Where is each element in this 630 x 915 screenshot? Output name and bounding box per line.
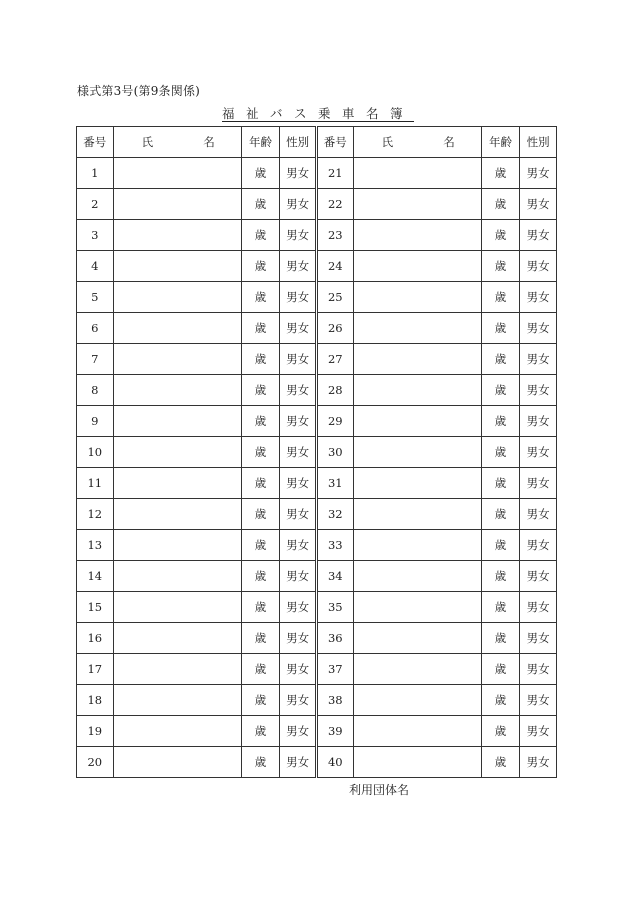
header-sex-left: 性別 bbox=[280, 127, 317, 158]
row-number-right: 22 bbox=[316, 189, 353, 220]
table-row bbox=[77, 344, 557, 375]
table-row bbox=[77, 437, 557, 468]
sex-cell-left[interactable]: 男女 bbox=[280, 623, 317, 654]
age-cell-right[interactable]: 歳 bbox=[481, 530, 520, 561]
row-number-left: 1 bbox=[77, 158, 114, 189]
row-number-right: 33 bbox=[316, 530, 353, 561]
age-cell-left[interactable]: 歳 bbox=[241, 654, 280, 685]
age-cell-left[interactable]: 歳 bbox=[241, 189, 280, 220]
row-number-left: 5 bbox=[77, 282, 114, 313]
sex-cell-left[interactable]: 男女 bbox=[280, 654, 317, 685]
table-row bbox=[77, 592, 557, 623]
row-number-left: 4 bbox=[77, 251, 114, 282]
sex-cell-right[interactable]: 男女 bbox=[520, 158, 557, 189]
age-cell-left[interactable]: 歳 bbox=[241, 530, 280, 561]
header-name-given: 名 bbox=[203, 135, 215, 149]
row-number-right: 32 bbox=[316, 499, 353, 530]
name-cell-right[interactable] bbox=[353, 158, 481, 189]
row-number-left: 15 bbox=[77, 592, 114, 623]
age-cell-right[interactable]: 歳 bbox=[481, 654, 520, 685]
sex-cell-left[interactable]: 男女 bbox=[280, 220, 317, 251]
name-cell-left[interactable] bbox=[113, 685, 241, 716]
sex-cell-right[interactable]: 男女 bbox=[520, 592, 557, 623]
name-cell-right[interactable] bbox=[353, 189, 481, 220]
sex-cell-left[interactable]: 男女 bbox=[280, 437, 317, 468]
sex-cell-left[interactable]: 男女 bbox=[280, 313, 317, 344]
sex-cell-right[interactable]: 男女 bbox=[520, 468, 557, 499]
name-cell-left[interactable] bbox=[113, 344, 241, 375]
age-cell-right[interactable]: 歳 bbox=[481, 747, 520, 778]
sex-cell-right[interactable]: 男女 bbox=[520, 716, 557, 747]
table-row bbox=[77, 251, 557, 282]
age-cell-right[interactable]: 歳 bbox=[481, 437, 520, 468]
row-number-right: 21 bbox=[316, 158, 353, 189]
name-cell-left[interactable] bbox=[113, 468, 241, 499]
name-cell-left[interactable] bbox=[113, 654, 241, 685]
table-row bbox=[77, 530, 557, 561]
sex-cell-right[interactable]: 男女 bbox=[520, 220, 557, 251]
age-cell-right[interactable]: 歳 bbox=[481, 468, 520, 499]
row-number-right: 40 bbox=[316, 747, 353, 778]
sex-cell-left[interactable]: 男女 bbox=[280, 158, 317, 189]
row-number-right: 29 bbox=[316, 406, 353, 437]
table-row bbox=[77, 623, 557, 654]
header-number-right: 番号 bbox=[316, 127, 353, 158]
name-cell-left[interactable] bbox=[113, 530, 241, 561]
table-row bbox=[77, 654, 557, 685]
header-sex-right: 性別 bbox=[520, 127, 557, 158]
table-row bbox=[77, 313, 557, 344]
sex-cell-left[interactable]: 男女 bbox=[280, 685, 317, 716]
row-number-left: 6 bbox=[77, 313, 114, 344]
name-cell-right[interactable] bbox=[353, 499, 481, 530]
sex-cell-right[interactable]: 男女 bbox=[520, 437, 557, 468]
row-number-right: 31 bbox=[316, 468, 353, 499]
age-cell-left[interactable]: 歳 bbox=[241, 747, 280, 778]
row-number-right: 34 bbox=[316, 561, 353, 592]
sex-cell-left[interactable]: 男女 bbox=[280, 344, 317, 375]
header-name-surname: 氏 bbox=[141, 135, 154, 149]
header-number-left: 番号 bbox=[77, 127, 114, 158]
age-cell-left[interactable]: 歳 bbox=[241, 406, 280, 437]
age-cell-right[interactable]: 歳 bbox=[481, 189, 520, 220]
row-number-left: 13 bbox=[77, 530, 114, 561]
sex-cell-left[interactable]: 男女 bbox=[280, 251, 317, 282]
name-cell-left[interactable] bbox=[113, 716, 241, 747]
table-row bbox=[77, 189, 557, 220]
sex-cell-left[interactable]: 男女 bbox=[280, 747, 317, 778]
header-name-surname: 氏 bbox=[381, 135, 394, 149]
name-cell-right[interactable] bbox=[353, 592, 481, 623]
age-cell-left[interactable]: 歳 bbox=[241, 623, 280, 654]
name-cell-left[interactable] bbox=[113, 282, 241, 313]
name-cell-right[interactable] bbox=[353, 654, 481, 685]
age-cell-left[interactable]: 歳 bbox=[241, 251, 280, 282]
age-cell-right[interactable]: 歳 bbox=[481, 623, 520, 654]
age-cell-right[interactable]: 歳 bbox=[481, 251, 520, 282]
name-cell-left[interactable] bbox=[113, 499, 241, 530]
table-row bbox=[77, 561, 557, 592]
age-cell-right[interactable]: 歳 bbox=[481, 685, 520, 716]
table-row bbox=[77, 220, 557, 251]
age-cell-right[interactable]: 歳 bbox=[481, 282, 520, 313]
name-cell-right[interactable] bbox=[353, 437, 481, 468]
age-cell-right[interactable]: 歳 bbox=[481, 406, 520, 437]
age-cell-right[interactable]: 歳 bbox=[481, 561, 520, 592]
header-age-right: 年齢 bbox=[481, 127, 520, 158]
sex-cell-right[interactable]: 男女 bbox=[520, 654, 557, 685]
name-cell-right[interactable] bbox=[353, 468, 481, 499]
age-cell-left[interactable]: 歳 bbox=[241, 313, 280, 344]
name-cell-right[interactable] bbox=[353, 716, 481, 747]
table-row bbox=[77, 158, 557, 189]
row-number-left: 17 bbox=[77, 654, 114, 685]
sex-cell-right[interactable]: 男女 bbox=[520, 313, 557, 344]
sex-cell-left[interactable]: 男女 bbox=[280, 499, 317, 530]
sex-cell-left[interactable]: 男女 bbox=[280, 189, 317, 220]
age-cell-right[interactable]: 歳 bbox=[481, 375, 520, 406]
row-number-left: 19 bbox=[77, 716, 114, 747]
name-cell-right[interactable] bbox=[353, 623, 481, 654]
age-cell-left[interactable]: 歳 bbox=[241, 437, 280, 468]
table-row bbox=[77, 282, 557, 313]
name-cell-left[interactable] bbox=[113, 189, 241, 220]
sex-cell-right[interactable]: 男女 bbox=[520, 561, 557, 592]
name-cell-left[interactable] bbox=[113, 158, 241, 189]
sex-cell-right[interactable]: 男女 bbox=[520, 344, 557, 375]
header-name-right bbox=[353, 127, 481, 158]
row-number-right: 37 bbox=[316, 654, 353, 685]
name-cell-right[interactable] bbox=[353, 282, 481, 313]
organization-name-label: 利用団体名 bbox=[349, 783, 410, 797]
age-cell-left[interactable]: 歳 bbox=[241, 220, 280, 251]
name-cell-left[interactable] bbox=[113, 561, 241, 592]
sex-cell-right[interactable]: 男女 bbox=[520, 530, 557, 561]
age-cell-left[interactable]: 歳 bbox=[241, 561, 280, 592]
sex-cell-left[interactable]: 男女 bbox=[280, 530, 317, 561]
name-cell-right[interactable] bbox=[353, 375, 481, 406]
form-number-label: 様式第3号(第9条関係) bbox=[77, 84, 201, 98]
name-cell-right[interactable] bbox=[353, 313, 481, 344]
table-row bbox=[77, 747, 557, 778]
document-title: 福祉バス乗車名簿 bbox=[222, 106, 415, 121]
row-number-right: 27 bbox=[316, 344, 353, 375]
age-cell-left[interactable]: 歳 bbox=[241, 344, 280, 375]
name-cell-right[interactable] bbox=[353, 530, 481, 561]
row-number-left: 9 bbox=[77, 406, 114, 437]
name-cell-left[interactable] bbox=[113, 406, 241, 437]
name-cell-left[interactable] bbox=[113, 623, 241, 654]
sex-cell-right[interactable]: 男女 bbox=[520, 282, 557, 313]
name-cell-left[interactable] bbox=[113, 592, 241, 623]
header-name-given: 名 bbox=[443, 135, 455, 149]
sex-cell-left[interactable]: 男女 bbox=[280, 468, 317, 499]
row-number-left: 14 bbox=[77, 561, 114, 592]
row-number-right: 25 bbox=[316, 282, 353, 313]
age-cell-right[interactable]: 歳 bbox=[481, 499, 520, 530]
name-cell-left[interactable] bbox=[113, 251, 241, 282]
sex-cell-right[interactable]: 男女 bbox=[520, 375, 557, 406]
age-cell-right[interactable]: 歳 bbox=[481, 716, 520, 747]
name-cell-right[interactable] bbox=[353, 344, 481, 375]
sex-cell-right[interactable]: 男女 bbox=[520, 499, 557, 530]
table-row bbox=[77, 685, 557, 716]
name-cell-left[interactable] bbox=[113, 437, 241, 468]
roster-body bbox=[77, 158, 557, 778]
age-cell-right[interactable]: 歳 bbox=[481, 592, 520, 623]
name-cell-left[interactable] bbox=[113, 375, 241, 406]
sex-cell-left[interactable]: 男女 bbox=[280, 561, 317, 592]
row-number-right: 38 bbox=[316, 685, 353, 716]
age-cell-left[interactable]: 歳 bbox=[241, 282, 280, 313]
age-cell-left[interactable]: 歳 bbox=[241, 716, 280, 747]
table-row bbox=[77, 716, 557, 747]
row-number-right: 30 bbox=[316, 437, 353, 468]
row-number-right: 36 bbox=[316, 623, 353, 654]
name-cell-right[interactable] bbox=[353, 561, 481, 592]
row-number-left: 18 bbox=[77, 685, 114, 716]
name-cell-right[interactable] bbox=[353, 747, 481, 778]
age-cell-left[interactable]: 歳 bbox=[241, 375, 280, 406]
table-row bbox=[77, 375, 557, 406]
name-cell-right[interactable] bbox=[353, 406, 481, 437]
age-cell-right[interactable]: 歳 bbox=[481, 220, 520, 251]
sex-cell-right[interactable]: 男女 bbox=[520, 189, 557, 220]
row-number-right: 26 bbox=[316, 313, 353, 344]
name-cell-right[interactable] bbox=[353, 685, 481, 716]
sex-cell-right[interactable]: 男女 bbox=[520, 406, 557, 437]
row-number-left: 20 bbox=[77, 747, 114, 778]
age-cell-left[interactable]: 歳 bbox=[241, 592, 280, 623]
row-number-left: 16 bbox=[77, 623, 114, 654]
age-cell-right[interactable]: 歳 bbox=[481, 344, 520, 375]
name-cell-left[interactable] bbox=[113, 313, 241, 344]
row-number-left: 10 bbox=[77, 437, 114, 468]
name-cell-left[interactable] bbox=[113, 220, 241, 251]
sex-cell-right[interactable]: 男女 bbox=[520, 623, 557, 654]
row-number-left: 3 bbox=[77, 220, 114, 251]
sex-cell-left[interactable]: 男女 bbox=[280, 592, 317, 623]
name-cell-right[interactable] bbox=[353, 251, 481, 282]
row-number-right: 24 bbox=[316, 251, 353, 282]
sex-cell-left[interactable]: 男女 bbox=[280, 282, 317, 313]
row-number-right: 39 bbox=[316, 716, 353, 747]
sex-cell-right[interactable]: 男女 bbox=[520, 251, 557, 282]
row-number-right: 28 bbox=[316, 375, 353, 406]
row-number-left: 8 bbox=[77, 375, 114, 406]
sex-cell-left[interactable]: 男女 bbox=[280, 406, 317, 437]
header-age-left: 年齢 bbox=[241, 127, 280, 158]
name-cell-left[interactable] bbox=[113, 747, 241, 778]
sex-cell-left[interactable]: 男女 bbox=[280, 716, 317, 747]
sex-cell-right[interactable]: 男女 bbox=[520, 747, 557, 778]
table-header-row bbox=[77, 127, 557, 158]
table-row bbox=[77, 406, 557, 437]
row-number-left: 2 bbox=[77, 189, 114, 220]
row-number-right: 35 bbox=[316, 592, 353, 623]
age-cell-left[interactable]: 歳 bbox=[241, 685, 280, 716]
age-cell-right[interactable]: 歳 bbox=[481, 313, 520, 344]
row-number-left: 7 bbox=[77, 344, 114, 375]
passenger-roster-table bbox=[76, 126, 557, 778]
table-row bbox=[77, 468, 557, 499]
sex-cell-left[interactable]: 男女 bbox=[280, 375, 317, 406]
header-name-left bbox=[113, 127, 241, 158]
age-cell-left[interactable]: 歳 bbox=[241, 158, 280, 189]
row-number-left: 12 bbox=[77, 499, 114, 530]
row-number-right: 23 bbox=[316, 220, 353, 251]
sex-cell-right[interactable]: 男女 bbox=[520, 685, 557, 716]
age-cell-left[interactable]: 歳 bbox=[241, 499, 280, 530]
age-cell-right[interactable]: 歳 bbox=[481, 158, 520, 189]
row-number-left: 11 bbox=[77, 468, 114, 499]
table-row bbox=[77, 499, 557, 530]
name-cell-right[interactable] bbox=[353, 220, 481, 251]
age-cell-left[interactable]: 歳 bbox=[241, 468, 280, 499]
